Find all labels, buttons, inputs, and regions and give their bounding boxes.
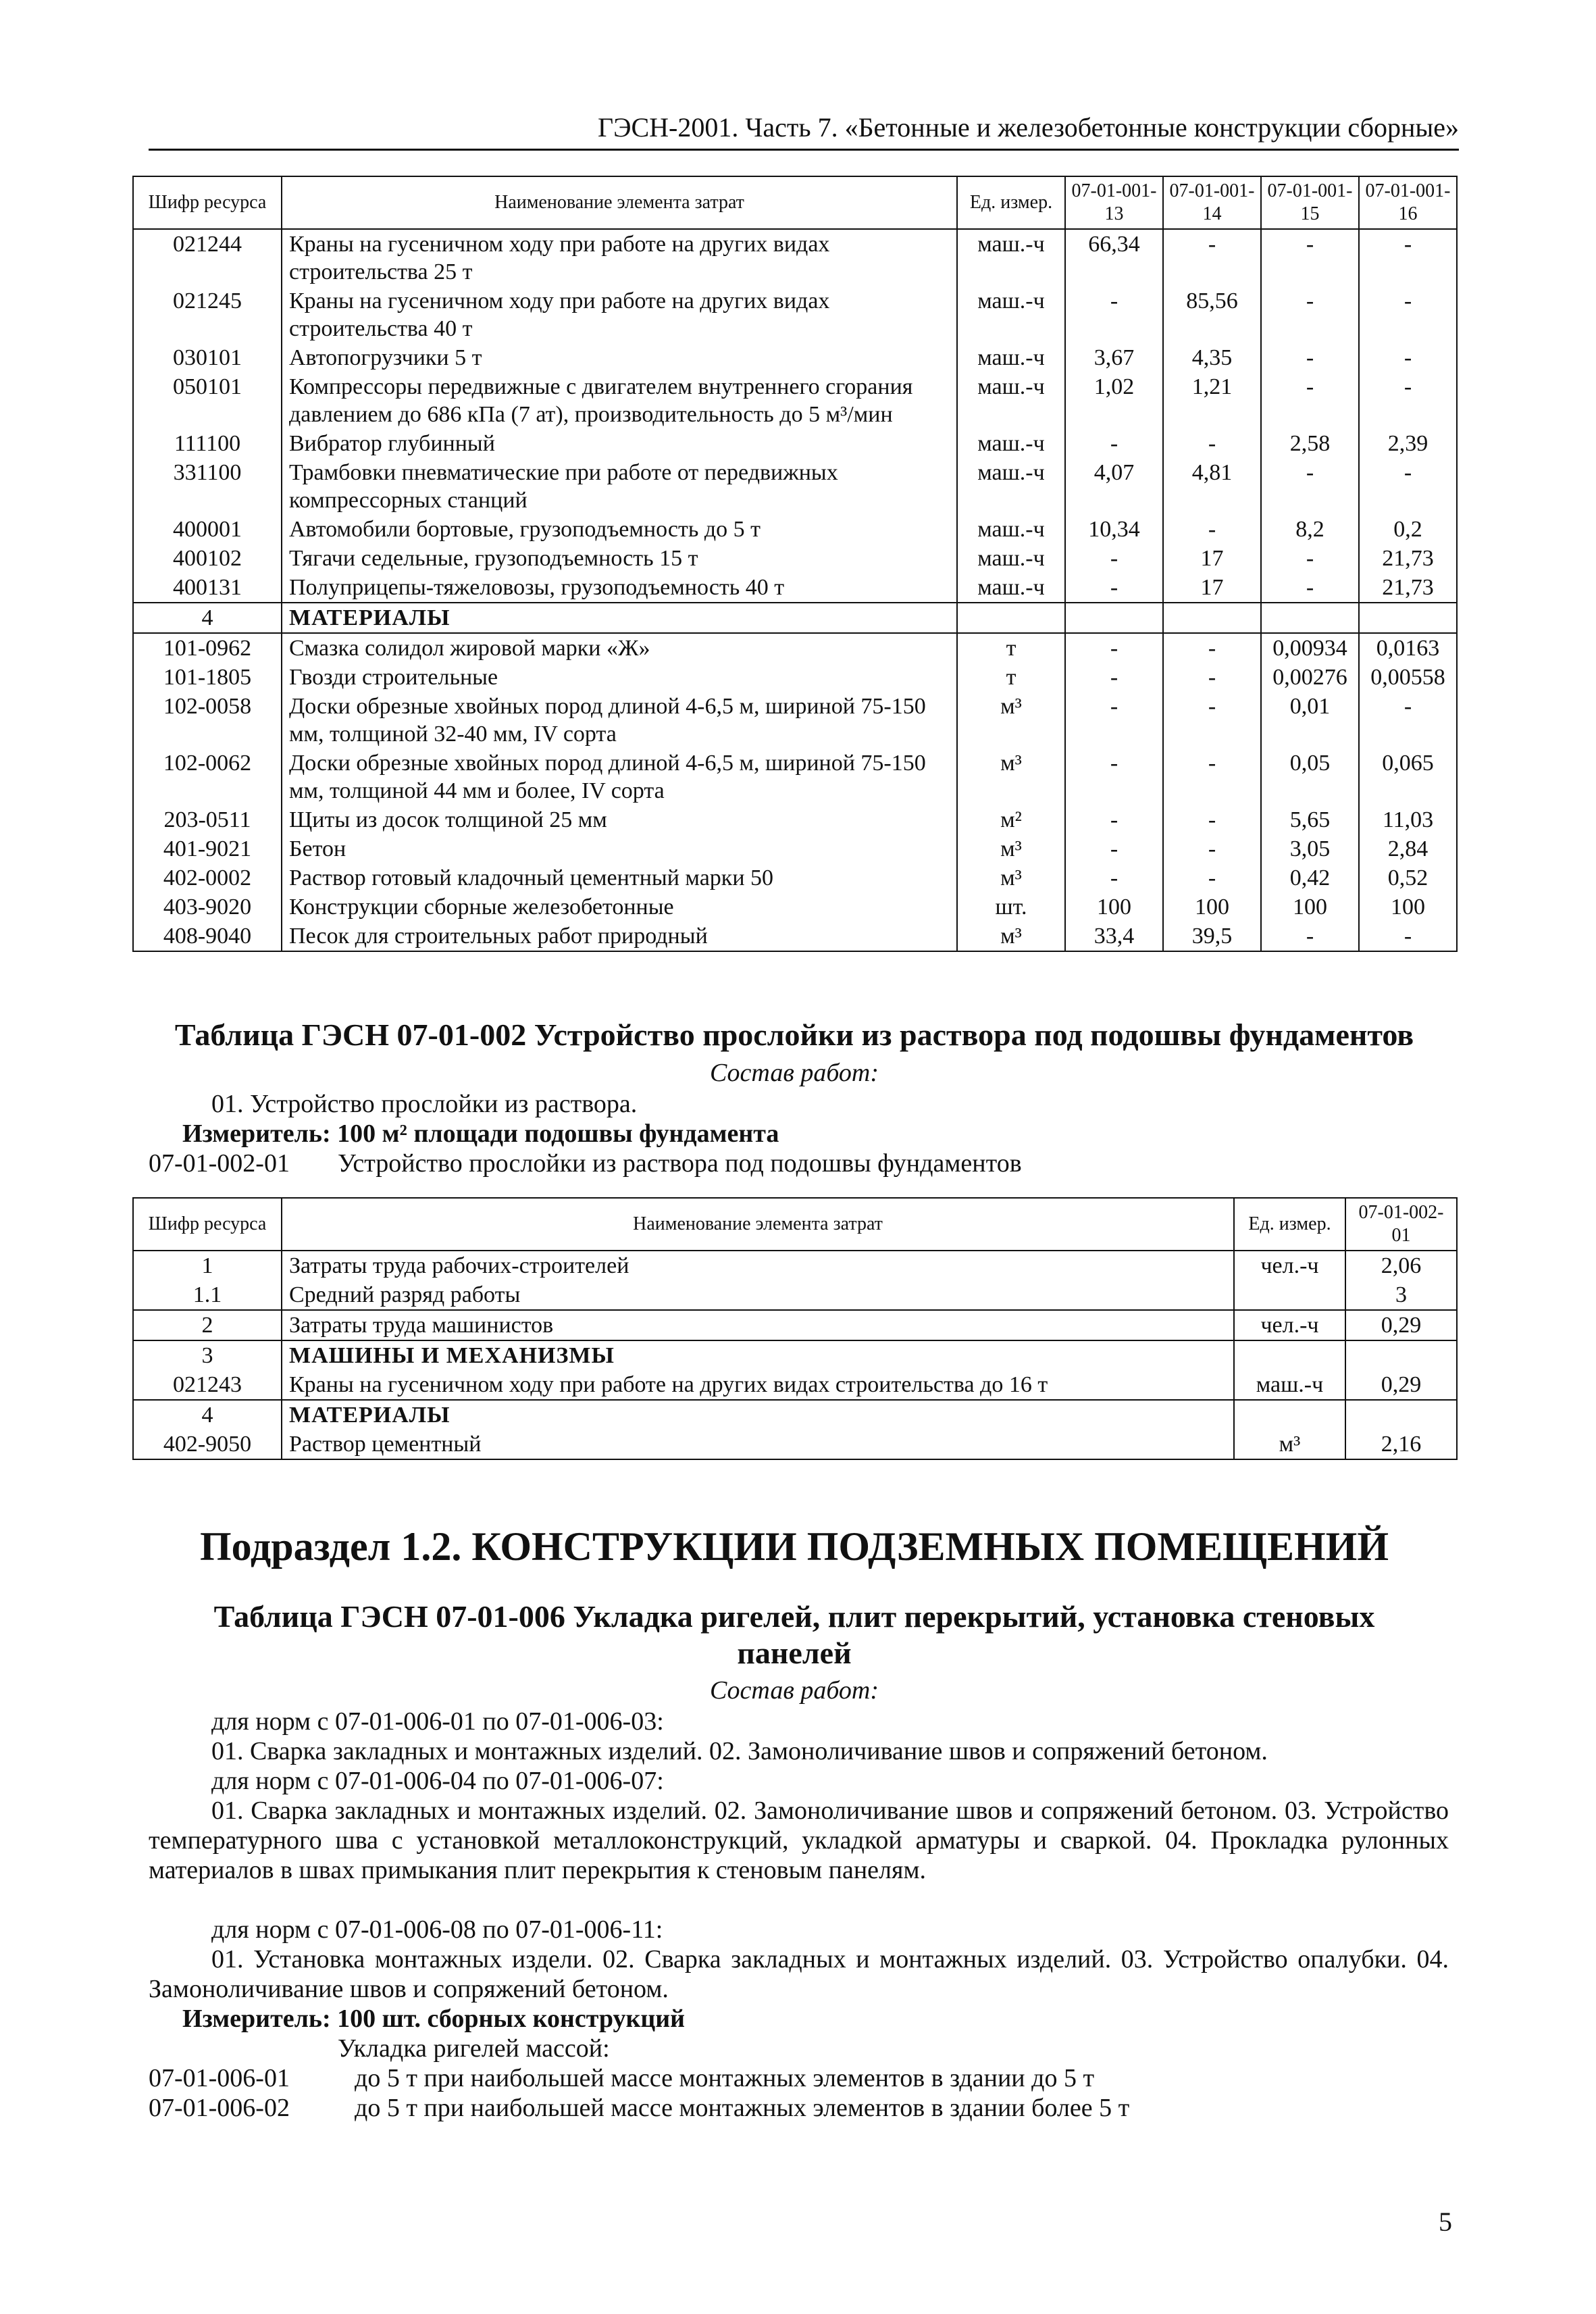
table-row xyxy=(133,749,1457,805)
work-items: 01. Установка монтажных издели. 02. Сварка закладных и монтажных изделий. 03. Устройство опалубки. 04. Замоноличивание швов и сопряжений бетоном. xyxy=(149,1945,1449,2003)
resource-code: 4 xyxy=(133,1400,282,1430)
value-001-16: 21,73 xyxy=(1359,573,1457,603)
value-001-13: - xyxy=(1065,834,1163,863)
column-header: 07-01-001-16 xyxy=(1359,176,1457,229)
value-001-13: 10,34 xyxy=(1065,515,1163,544)
resource-name: Средний разряд работы xyxy=(282,1280,1234,1310)
value-001-16: 100 xyxy=(1359,892,1457,922)
value-001-15: 0,05 xyxy=(1261,749,1359,805)
column-header: Наименование элемента затрат xyxy=(282,176,957,229)
value-001-16: 0,2 xyxy=(1359,515,1457,544)
value-001-13: 100 xyxy=(1065,892,1163,922)
unit: маш.-ч xyxy=(957,573,1065,603)
norm-name: до 5 т при наибольшей массе монтажных элементов в здании более 5 т xyxy=(355,2094,1130,2122)
unit: м³ xyxy=(957,922,1065,951)
value-001-15: 0,01 xyxy=(1261,692,1359,749)
work-item: 01. Устройство прослойки из раствора. xyxy=(211,1090,638,1118)
table-row xyxy=(133,229,1457,286)
value-001-16: - xyxy=(1359,692,1457,749)
value-002-01: 2,16 xyxy=(1345,1430,1457,1459)
unit: т xyxy=(957,633,1065,663)
norm-range: для норм с 07-01-006-08 по 07-01-006-11: xyxy=(211,1915,663,1944)
resource-name: Щиты из досок толщиной 25 мм xyxy=(282,805,957,834)
unit: т xyxy=(957,663,1065,692)
table-row xyxy=(133,458,1457,515)
resource-name: Автопогрузчики 5 т xyxy=(282,343,957,372)
resource-code: 408-9040 xyxy=(133,922,282,951)
value-001-13: - xyxy=(1065,286,1163,343)
resource-name: Компрессоры передвижные с двигателем внутреннего сгорания давлением до 686 кПа (7 ат), производительность до 5 м³/мин xyxy=(282,372,957,429)
unit: чел.-ч xyxy=(1234,1251,1345,1280)
value-001-14: - xyxy=(1163,863,1261,892)
norm-code: 07-01-006-02 xyxy=(149,2094,290,2122)
value-001-15: - xyxy=(1261,343,1359,372)
unit xyxy=(1234,1400,1345,1430)
unit: м³ xyxy=(957,863,1065,892)
value-001-15: - xyxy=(1261,922,1359,951)
value-001-13: 4,07 xyxy=(1065,458,1163,515)
unit: маш.-ч xyxy=(957,286,1065,343)
value-001-14 xyxy=(1163,603,1261,633)
resource-name: Краны на гусеничном ходу при работе на других видах строительства до 16 т xyxy=(282,1370,1234,1400)
value-001-14: 100 xyxy=(1163,892,1261,922)
value-002-01: 3 xyxy=(1345,1280,1457,1310)
resource-name: Автомобили бортовые, грузоподъемность до 5 т xyxy=(282,515,957,544)
norm-range: для норм с 07-01-006-04 по 07-01-006-07: xyxy=(211,1767,664,1795)
resource-code: 1 xyxy=(133,1251,282,1280)
unit: м³ xyxy=(957,749,1065,805)
unit: м³ xyxy=(957,834,1065,863)
resource-name: Смазка солидол жировой марки «Ж» xyxy=(282,633,957,663)
resource-code: 102-0058 xyxy=(133,692,282,749)
measure-unit: Измеритель: 100 м² площади подошвы фундамента xyxy=(182,1120,779,1148)
unit: маш.-ч xyxy=(957,229,1065,286)
column-header: 07-01-002-01 xyxy=(1345,1198,1457,1251)
value-001-16: 21,73 xyxy=(1359,544,1457,573)
value-001-16: 0,0163 xyxy=(1359,633,1457,663)
unit xyxy=(1234,1280,1345,1310)
value-001-15: - xyxy=(1261,544,1359,573)
unit: маш.-ч xyxy=(957,515,1065,544)
column-header: 07-01-001-13 xyxy=(1065,176,1163,229)
resource-name: Краны на гусеничном ходу при работе на других видах строительства 40 т xyxy=(282,286,957,343)
resource-code: 403-9020 xyxy=(133,892,282,922)
value-001-15: - xyxy=(1261,458,1359,515)
value-001-16: - xyxy=(1359,922,1457,951)
value-001-15: 0,00934 xyxy=(1261,633,1359,663)
value-001-13: 33,4 xyxy=(1065,922,1163,951)
value-001-15: - xyxy=(1261,229,1359,286)
resource-table-07-01-002 xyxy=(132,1197,1458,1460)
unit: маш.-ч xyxy=(1234,1370,1345,1400)
section-row xyxy=(133,603,1457,633)
value-001-16: - xyxy=(1359,286,1457,343)
table-title-07-01-002: Таблица ГЭСН 07-01-002 Устройство прослойки из раствора под подошвы фундаментов xyxy=(174,1017,1414,1052)
table-title-07-01-006-cont: панелей xyxy=(737,1636,852,1670)
subsection-title: Подраздел 1.2. КОНСТРУКЦИИ ПОДЗЕМНЫХ ПОМЕЩЕНИЙ xyxy=(199,1524,1389,1569)
resource-code: 021245 xyxy=(133,286,282,343)
resource-code: 203-0511 xyxy=(133,805,282,834)
resource-code: 400001 xyxy=(133,515,282,544)
resource-code: 331100 xyxy=(133,458,282,515)
resource-table-07-01-001 xyxy=(132,176,1458,952)
value-001-13: - xyxy=(1065,749,1163,805)
section-row xyxy=(133,1340,1457,1370)
norm-group-label: Укладка ригелей массой: xyxy=(338,2034,610,2063)
resource-code: 3 xyxy=(133,1340,282,1370)
value-001-14: 4,81 xyxy=(1163,458,1261,515)
resource-name: Вибратор глубинный xyxy=(282,429,957,458)
resource-code: 402-0002 xyxy=(133,863,282,892)
resource-code: 030101 xyxy=(133,343,282,372)
norm-code: 07-01-002-01 xyxy=(149,1149,290,1178)
table-row xyxy=(133,805,1457,834)
unit: шт. xyxy=(957,892,1065,922)
unit: маш.-ч xyxy=(957,458,1065,515)
value-001-16: 2,84 xyxy=(1359,834,1457,863)
table-title-07-01-006: Таблица ГЭСН 07-01-006 Укладка ригелей, плит перекрытий, установка стеновых xyxy=(213,1599,1375,1634)
value-001-16: - xyxy=(1359,458,1457,515)
unit: м² xyxy=(957,805,1065,834)
value-001-13: - xyxy=(1065,692,1163,749)
value-001-13: 66,34 xyxy=(1065,229,1163,286)
column-header: Ед. измер. xyxy=(1234,1198,1345,1251)
value-001-13: - xyxy=(1065,429,1163,458)
value-001-15: - xyxy=(1261,286,1359,343)
table-row xyxy=(133,1310,1457,1340)
column-header: Шифр ресурса xyxy=(133,176,282,229)
value-001-15: 0,00276 xyxy=(1261,663,1359,692)
column-header: Шифр ресурса xyxy=(133,1198,282,1251)
value-001-14: 1,21 xyxy=(1163,372,1261,429)
table-row xyxy=(133,372,1457,429)
table-row xyxy=(133,343,1457,372)
table-row xyxy=(133,1251,1457,1280)
work-items: 01. Сварка закладных и монтажных изделий. 02. Замоноличивание швов и сопряжений бетоном. 03. Устройство температурного шва с установкой металлоконструкций, укладкой арматуры и сваркой. 04. Прокладка рулонных материалов в швах примыкания плит перекрытия к стеновым панелям. xyxy=(149,1796,1449,1884)
unit xyxy=(957,603,1065,633)
table-header-row xyxy=(133,1198,1457,1251)
table-row xyxy=(133,515,1457,544)
value-001-14: - xyxy=(1163,805,1261,834)
unit xyxy=(1234,1340,1345,1370)
value-001-15: 2,58 xyxy=(1261,429,1359,458)
resource-code: 101-1805 xyxy=(133,663,282,692)
value-001-13: 3,67 xyxy=(1065,343,1163,372)
value-001-13: - xyxy=(1065,633,1163,663)
norm-name: до 5 т при наибольшей массе монтажных элементов в здании до 5 т xyxy=(355,2064,1095,2092)
value-001-16 xyxy=(1359,603,1457,633)
value-001-14: - xyxy=(1163,663,1261,692)
resource-code: 102-0062 xyxy=(133,749,282,805)
resource-code: 021243 xyxy=(133,1370,282,1400)
table-row xyxy=(133,633,1457,663)
table-row xyxy=(133,429,1457,458)
value-002-01: 0,29 xyxy=(1345,1370,1457,1400)
resource-code: 402-9050 xyxy=(133,1430,282,1459)
value-001-16: 0,00558 xyxy=(1359,663,1457,692)
value-001-14: - xyxy=(1163,692,1261,749)
resource-name: МАШИНЫ И МЕХАНИЗМЫ xyxy=(282,1340,1234,1370)
resource-name: Полуприцепы-тяжеловозы, грузоподъемность 40 т xyxy=(282,573,957,603)
resource-code: 2 xyxy=(133,1310,282,1340)
value-001-16: - xyxy=(1359,372,1457,429)
table-row xyxy=(133,573,1457,603)
value-001-14: - xyxy=(1163,749,1261,805)
value-001-13: - xyxy=(1065,544,1163,573)
work-composition-label: Состав работ: xyxy=(709,1059,879,1087)
norm-code: 07-01-006-01 xyxy=(149,2064,290,2092)
resource-code: 050101 xyxy=(133,372,282,429)
resource-name: Затраты труда машинистов xyxy=(282,1310,1234,1340)
value-001-16: 2,39 xyxy=(1359,429,1457,458)
value-002-01 xyxy=(1345,1400,1457,1430)
norm-range: для норм с 07-01-006-01 по 07-01-006-03: xyxy=(211,1707,664,1736)
measure-unit: Измеритель: 100 шт. сборных конструкций xyxy=(182,2005,686,2033)
column-header: Ед. измер. xyxy=(957,176,1065,229)
value-001-15: - xyxy=(1261,573,1359,603)
table-header-row xyxy=(133,176,1457,229)
resource-code: 101-0962 xyxy=(133,633,282,663)
resource-name: Гвозди строительные xyxy=(282,663,957,692)
resource-code: 1.1 xyxy=(133,1280,282,1310)
resource-name: Краны на гусеничном ходу при работе на других видах строительства 25 т xyxy=(282,229,957,286)
table-row xyxy=(133,663,1457,692)
work-items: 01. Сварка закладных и монтажных изделий. 02. Замоноличивание швов и сопряжений бетоном. xyxy=(211,1737,1268,1765)
resource-code: 401-9021 xyxy=(133,834,282,863)
table-row xyxy=(133,544,1457,573)
column-header: Наименование элемента затрат xyxy=(282,1198,1234,1251)
table-row xyxy=(133,692,1457,749)
column-header: 07-01-001-14 xyxy=(1163,176,1261,229)
value-002-01 xyxy=(1345,1340,1457,1370)
resource-code: 111100 xyxy=(133,429,282,458)
value-001-14: - xyxy=(1163,834,1261,863)
resource-name: Раствор готовый кладочный цементный марки 50 xyxy=(282,863,957,892)
resource-name: Песок для строительных работ природный xyxy=(282,922,957,951)
section-row xyxy=(133,1400,1457,1430)
resource-name: МАТЕРИАЛЫ xyxy=(282,603,957,633)
value-001-15: 8,2 xyxy=(1261,515,1359,544)
unit: маш.-ч xyxy=(957,429,1065,458)
unit: маш.-ч xyxy=(957,544,1065,573)
unit: чел.-ч xyxy=(1234,1310,1345,1340)
value-001-14: 17 xyxy=(1163,544,1261,573)
resource-name: МАТЕРИАЛЫ xyxy=(282,1400,1234,1430)
resource-name: Трамбовки пневматические при работе от передвижных компрессорных станций xyxy=(282,458,957,515)
resource-name: Доски обрезные хвойных пород длиной 4-6,5 м, шириной 75-150 мм, толщиной 32-40 мм, IV сорта xyxy=(282,692,957,749)
value-001-13: - xyxy=(1065,805,1163,834)
value-001-14: - xyxy=(1163,429,1261,458)
value-001-14: - xyxy=(1163,633,1261,663)
value-001-13 xyxy=(1065,603,1163,633)
unit: маш.-ч xyxy=(957,343,1065,372)
value-001-14: 17 xyxy=(1163,573,1261,603)
value-002-01: 2,06 xyxy=(1345,1251,1457,1280)
value-002-01: 0,29 xyxy=(1345,1310,1457,1340)
work-composition-label: Состав работ: xyxy=(709,1676,879,1705)
value-001-14: - xyxy=(1163,229,1261,286)
unit: маш.-ч xyxy=(957,372,1065,429)
value-001-15: 0,42 xyxy=(1261,863,1359,892)
value-001-13: 1,02 xyxy=(1065,372,1163,429)
value-001-15: - xyxy=(1261,372,1359,429)
resource-code: 4 xyxy=(133,603,282,633)
value-001-16: 0,065 xyxy=(1359,749,1457,805)
value-001-15: 5,65 xyxy=(1261,805,1359,834)
table-row xyxy=(133,922,1457,951)
value-001-13: - xyxy=(1065,663,1163,692)
value-001-14: 85,56 xyxy=(1163,286,1261,343)
table-row xyxy=(133,1280,1457,1310)
value-001-13: - xyxy=(1065,863,1163,892)
table-row xyxy=(133,892,1457,922)
page-number: 5 xyxy=(1439,2207,1452,2237)
value-001-15: 3,05 xyxy=(1261,834,1359,863)
running-header: ГЭСН-2001. Часть 7. «Бетонные и железобетонные конструкции сборные» xyxy=(149,111,1459,151)
resource-code: 400102 xyxy=(133,544,282,573)
resource-name: Конструкции сборные железобетонные xyxy=(282,892,957,922)
unit: м³ xyxy=(1234,1430,1345,1459)
value-001-14: 4,35 xyxy=(1163,343,1261,372)
resource-code: 021244 xyxy=(133,229,282,286)
unit: м³ xyxy=(957,692,1065,749)
resource-name: Бетон xyxy=(282,834,957,863)
table-row xyxy=(133,1430,1457,1459)
value-001-14: - xyxy=(1163,515,1261,544)
value-001-16: - xyxy=(1359,229,1457,286)
table-row xyxy=(133,863,1457,892)
table-row xyxy=(133,834,1457,863)
resource-name: Затраты труда рабочих-строителей xyxy=(282,1251,1234,1280)
norm-name: Устройство прослойки из раствора под подошвы фундаментов xyxy=(338,1149,1022,1178)
table-row xyxy=(133,286,1457,343)
resource-code: 400131 xyxy=(133,573,282,603)
table-row xyxy=(133,1370,1457,1400)
value-001-16: 11,03 xyxy=(1359,805,1457,834)
column-header: 07-01-001-15 xyxy=(1261,176,1359,229)
value-001-16: 0,52 xyxy=(1359,863,1457,892)
resource-name: Доски обрезные хвойных пород длиной 4-6,5 м, шириной 75-150 мм, толщиной 44 мм и более, IV сорта xyxy=(282,749,957,805)
value-001-15 xyxy=(1261,603,1359,633)
value-001-15: 100 xyxy=(1261,892,1359,922)
resource-name: Тягачи седельные, грузоподъемность 15 т xyxy=(282,544,957,573)
value-001-16: - xyxy=(1359,343,1457,372)
value-001-14: 39,5 xyxy=(1163,922,1261,951)
value-001-13: - xyxy=(1065,573,1163,603)
resource-name: Раствор цементный xyxy=(282,1430,1234,1459)
